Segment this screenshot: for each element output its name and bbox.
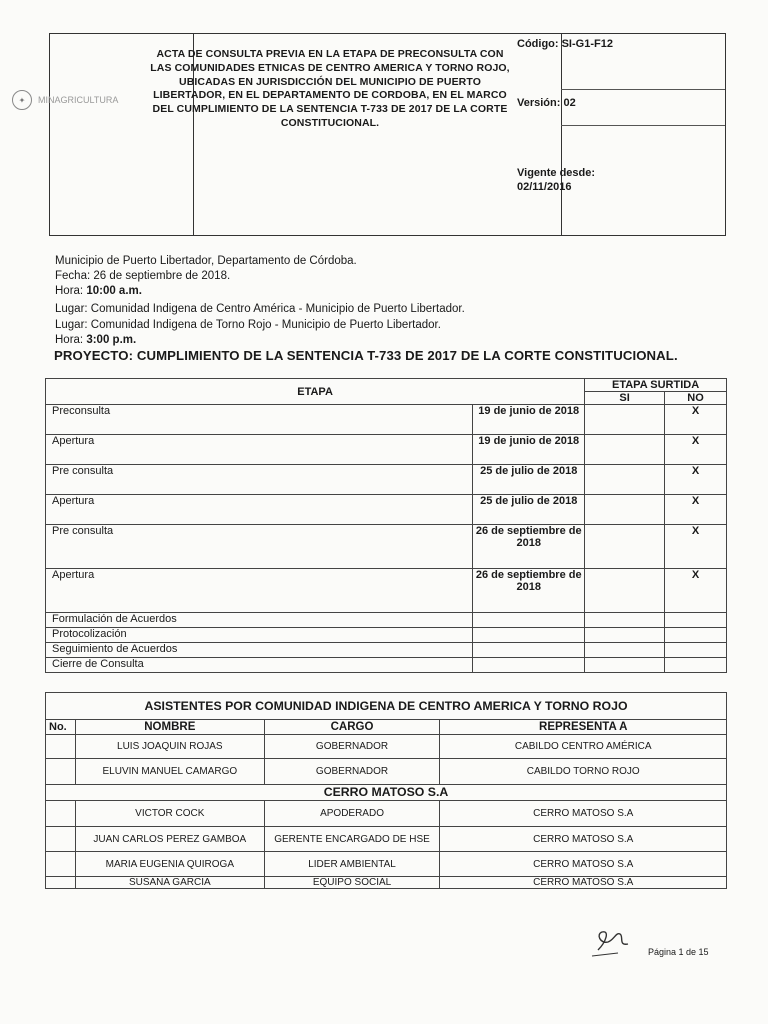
etapa-date: 26 de septiembre de 2018: [473, 569, 585, 613]
etapa-date: [473, 643, 585, 658]
etapa-date: 25 de julio de 2018: [473, 495, 585, 525]
etapa-no: [665, 628, 727, 643]
attendee-cargo: GOBERNADOR: [264, 735, 440, 759]
attendee-cargo: GERENTE ENCARGADO DE HSE: [264, 827, 440, 852]
attendee-representa: CABILDO TORNO ROJO: [440, 759, 727, 785]
fecha-line: Fecha: 26 de septiembre de 2018.: [55, 270, 231, 282]
etapa-si: [585, 658, 665, 673]
etapa-date: 26 de septiembre de 2018: [473, 525, 585, 569]
attendee-row: [46, 801, 727, 827]
attendee-representa: CERRO MATOSO S.A: [440, 852, 727, 877]
etapa-name: Seguimiento de Acuerdos: [46, 643, 473, 658]
etapa-no: X: [665, 405, 727, 435]
etapa-row: [46, 643, 727, 658]
asistentes-title: ASISTENTES POR COMUNIDAD INDIGENA DE CENTRO AMERICA Y TORNO ROJO: [46, 693, 727, 720]
etapa-no: X: [665, 525, 727, 569]
etapa-date: [473, 658, 585, 673]
hora-line-2: [55, 333, 136, 347]
etapa-row: [46, 658, 727, 673]
attendee-name: MARIA EUGENIA QUIROGA: [75, 852, 264, 877]
page-number: Página 1 de 15: [648, 947, 709, 957]
etapa-row: [46, 405, 727, 435]
etapa-header: ETAPA: [46, 379, 585, 405]
etapa-row: [46, 613, 727, 628]
lugar-line-2: Lugar: Comunidad Indigena de Torno Rojo - Municipio de Puerto Libertador.: [55, 319, 441, 331]
etapa-name: Preconsulta: [46, 405, 473, 435]
logo-text: MINAGRICULTURA: [38, 95, 119, 105]
attendee-name: VICTOR COCK: [75, 801, 264, 827]
attendee-row: [46, 877, 727, 889]
etapa-name: Protocolización: [46, 628, 473, 643]
attendee-row: [46, 735, 727, 759]
etapa-row: [46, 495, 727, 525]
si-header: SI: [585, 392, 665, 405]
etapa-date: 19 de junio de 2018: [473, 435, 585, 465]
col-nombre-header: NOMBRE: [75, 720, 264, 735]
etapa-si: [585, 405, 665, 435]
attendee-name: LUIS JOAQUIN ROJAS: [75, 735, 264, 759]
header-divider: [561, 34, 562, 235]
etapa-si: [585, 613, 665, 628]
etapa-name: Formulación de Acuerdos: [46, 613, 473, 628]
etapa-row: [46, 465, 727, 495]
etapa-row: [46, 569, 727, 613]
attendee-representa: CERRO MATOSO S.A: [440, 801, 727, 827]
etapa-no: X: [665, 495, 727, 525]
cerro-matoso-header: CERRO MATOSO S.A: [46, 785, 727, 801]
etapa-date: [473, 628, 585, 643]
attendee-cargo: GOBERNADOR: [264, 759, 440, 785]
attendee-name: ELUVIN MANUEL CAMARGO: [75, 759, 264, 785]
attendee-number: [46, 801, 76, 827]
etapa-table: [45, 378, 727, 673]
col-representa-header: REPRESENTA A: [440, 720, 727, 735]
etapa-no: X: [665, 465, 727, 495]
municipio-line: Municipio de Puerto Libertador, Departamento de Córdoba.: [55, 255, 357, 267]
etapa-row: [46, 628, 727, 643]
ministry-logo: [12, 86, 140, 114]
no-header: NO: [665, 392, 727, 405]
attendee-cargo: EQUIPO SOCIAL: [264, 877, 440, 889]
etapa-no: X: [665, 435, 727, 465]
attendee-row: [46, 852, 727, 877]
etapa-name: Cierre de Consulta: [46, 658, 473, 673]
attendee-representa: CERRO MATOSO S.A: [440, 827, 727, 852]
signature-mark: [588, 920, 638, 960]
document-version: Versión: 02: [517, 97, 576, 109]
attendee-number: [46, 877, 76, 889]
attendee-cargo: APODERADO: [264, 801, 440, 827]
etapa-name: Apertura: [46, 495, 473, 525]
document-code: Código: SI-G1-F12: [517, 38, 613, 50]
attendee-representa: CERRO MATOSO S.A: [440, 877, 727, 889]
attendee-row: [46, 827, 727, 852]
attendee-cargo: LIDER AMBIENTAL: [264, 852, 440, 877]
etapa-no: [665, 613, 727, 628]
col-no-header: No.: [46, 720, 76, 735]
etapa-si: [585, 435, 665, 465]
hora-value: 3:00 p.m.: [86, 334, 137, 346]
etapa-date: [473, 613, 585, 628]
lugar-line-1: Lugar: Comunidad Indigena de Centro América - Municipio de Puerto Libertador.: [55, 303, 465, 315]
etapa-date: 19 de junio de 2018: [473, 405, 585, 435]
etapa-name: Apertura: [46, 569, 473, 613]
hora-label: Hora:: [55, 285, 84, 297]
header-divider: [561, 89, 725, 90]
etapa-no: [665, 643, 727, 658]
etapa-si: [585, 495, 665, 525]
etapa-si: [585, 525, 665, 569]
etapa-date: 25 de julio de 2018: [473, 465, 585, 495]
etapa-si: [585, 465, 665, 495]
etapa-name: Apertura: [46, 435, 473, 465]
hora-label: Hora:: [55, 334, 84, 346]
attendee-number: [46, 827, 76, 852]
proyecto-heading: PROYECTO: CUMPLIMIENTO DE LA SENTENCIA T-733 DE 2017 DE LA CORTE CONSTITUCIONAL.: [54, 348, 678, 363]
header-divider: [561, 125, 725, 126]
seal-icon: ✦: [12, 90, 32, 110]
attendee-name: JUAN CARLOS PEREZ GAMBOA: [75, 827, 264, 852]
etapa-no: X: [665, 569, 727, 613]
etapa-si: [585, 643, 665, 658]
attendee-row: [46, 759, 727, 785]
attendee-number: [46, 759, 76, 785]
etapa-row: [46, 435, 727, 465]
col-cargo-header: CARGO: [264, 720, 440, 735]
attendee-number: [46, 852, 76, 877]
etapa-surtida-header: ETAPA SURTIDA: [585, 379, 727, 392]
hora-line-1: [55, 284, 142, 298]
document-title: ACTA DE CONSULTA PREVIA EN LA ETAPA DE PRECONSULTA CON LAS COMUNIDADES ETNICAS DE CENTRO AMERICA Y TORNO ROJO, UBICADAS EN JURISDICCIÓN DEL MUNICIPIO DE PUERTO LIBERTADOR, EN EL DEPARTAMENTO DE CORDOBA, EN EL MARCO DEL CUMPLIMIENTO DE LA SENTENCIA T-733 DE 2017 DE LA CORTE CONSTITUCIONAL.: [150, 48, 510, 129]
vigente-label: Vigente desde:: [517, 167, 596, 179]
etapa-no: [665, 658, 727, 673]
vigente-date: 02/11/2016: [517, 181, 572, 193]
asistentes-table: [45, 692, 727, 889]
attendee-representa: CABILDO CENTRO AMÉRICA: [440, 735, 727, 759]
attendee-name: SUSANA GARCIA: [75, 877, 264, 889]
etapa-name: Pre consulta: [46, 525, 473, 569]
etapa-row: [46, 525, 727, 569]
hora-value: 10:00 a.m.: [86, 285, 142, 297]
etapa-si: [585, 569, 665, 613]
etapa-name: Pre consulta: [46, 465, 473, 495]
etapa-si: [585, 628, 665, 643]
attendee-number: [46, 735, 76, 759]
